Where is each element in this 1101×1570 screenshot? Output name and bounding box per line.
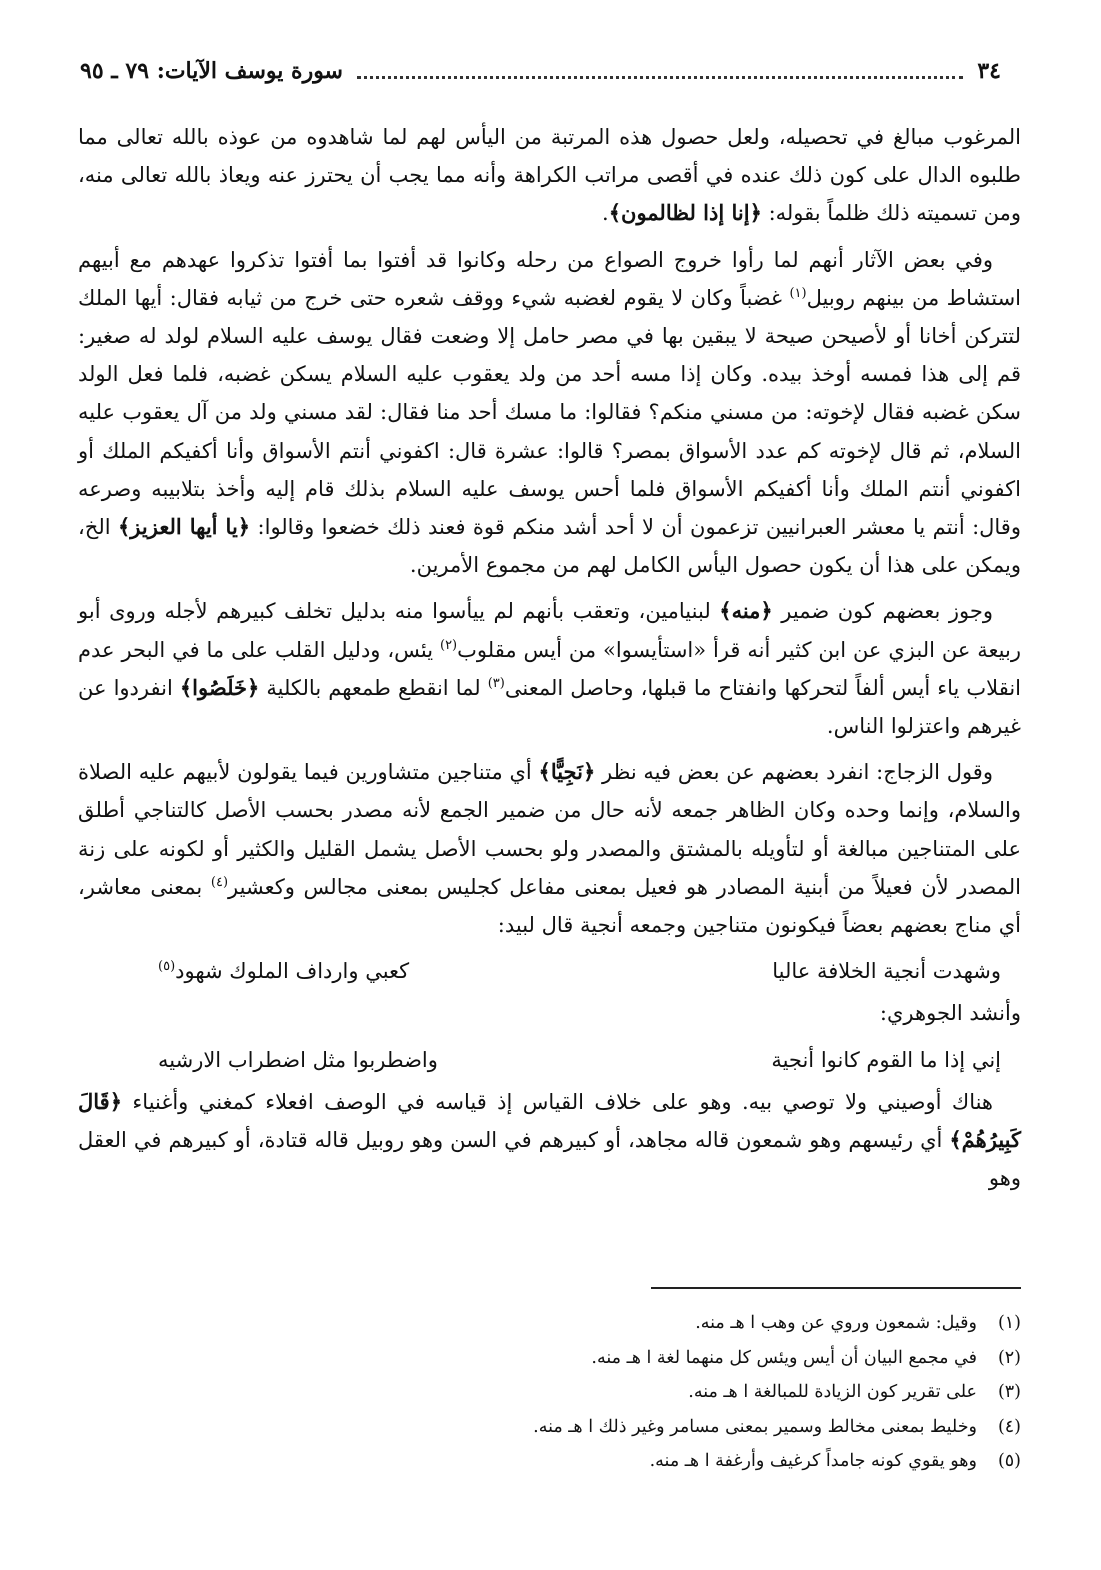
header-dotted-leader	[357, 76, 963, 79]
footnote-2: (٢) في مجمع البيان أن أيس ويئس كل منهما لغة ا هـ منه.	[591, 1347, 1021, 1368]
footnote-1: (١) وقيل: شمعون وروي عن وهب ا هـ منه.	[695, 1313, 1021, 1333]
main-text	[78, 118, 1021, 1205]
quran-quote: ﴿منه﴾	[719, 598, 773, 624]
verse-second-hemistich: كعبي وارداف الملوك شهود$^{(٥)}$	[158, 959, 410, 984]
verse-second-hemistich: واضطربوا مثل اضطراب الارشيه	[158, 1047, 438, 1072]
quran-quote: ﴿قَالَ كَبِيرُهُمْ﴾	[78, 1088, 1021, 1153]
poetry-verse-2	[78, 1041, 1021, 1079]
footnote-3: (٣) على تقرير كون الزيادة للمبالغة ا هـ منه.	[688, 1382, 1021, 1402]
verse-first-hemistich: إني إذا ما القوم كانوا أنجية	[771, 1047, 1001, 1072]
footnotes	[160, 1306, 1021, 1479]
quran-quote: ﴿نَجِيًّا﴾	[538, 759, 596, 785]
section-title: سورة يوسف الآيات: ٧٩ ـ ٩٥	[80, 58, 343, 84]
page-header	[80, 58, 1001, 84]
poetry-verse-1	[78, 952, 1021, 990]
footnote-ref-5[interactable]: (٥)	[158, 959, 176, 975]
quran-quote: ﴿إنا إذا لظالمون﴾	[608, 200, 762, 226]
footnote-4: (٤) وخليط بمعنى مخالط وسمير بمعنى مسامر وغير ذلك ا هـ منه.	[533, 1416, 1021, 1437]
footnote-separator	[651, 1287, 1021, 1289]
paragraph-2: وفي بعض الآثار أنهم لما رأوا خروج الصواع من رحله وكانوا قد أفتوا بما أفتوا تذكروا عهدهم مع أبيهم استشاط من بينهم روبيل$^{(١)}$ غضباً وكان لا يقوم لغضبه شيء ووقف شعره حتى خرج من ثيابه فقال: أيها الملك لتتركن أخانا أو لأصيحن صيحة لا يبقين بها في مصر حامل إلا وضعت فقال يوسف عليه السلام لولد له صغير: قم إلى هذا فمسه أوخذ بيده. وكان إذا مسه أحد من ولد يعقوب عليه السلام يسكن غضبه، فلما فعل الولد سكن غضبه فقال لإخوته: من مسني منكم؟ فقالوا: ما مسك أحد منا فقال: لقد مسني ولد من آل يعقوب عليه السلام، ثم قال لإخوته كم عدد الأسواق بمصر؟ قالوا: عشرة قال: اكفوني أنتم الأسواق وأنا أكفيكم الملك أو اكفوني أنتم الملك وأنا أكفيكم الأسواق فلما أحس يوسف عليه السلام بذلك قام إليه وأخذ بتلابيبه وصرعه وقال: أنتم يا معشر العبرانيين تزعمون أن لا أحد أشد منكم قوة فعند ذلك خضعوا وقالوا: ﴿يا أيها العزيز﴾ الخ، ويمكن على هذا أن يكون حصول اليأس الكامل لهم من مجموع الأمرين.	[78, 247, 1021, 578]
quran-quote: ﴿يا أيها العزيز﴾	[118, 514, 251, 540]
paragraph-4: وقول الزجاج: انفرد بعضهم عن بعض فيه نظر ﴿نَجِيًّا﴾ أي متناجين متشاورين فيما يقولون لأبيهم عليه الصلاة والسلام، وإنما وحده وكان الظاهر جمعه لأنه حال من ضمير الجمع لأنه مصدر بحسب الأصل كالتناجي أطلق على المتناجين مبالغة أو لتأويله بالمشتق والمصدر ولو بحسب الأصل يشمل القليل والكثير أو لكونه على زنة المصدر لأن فعيلاً من أبنية المصادر هو فعيل بمعنى مفاعل كجليس بمعنى مجالس وكعشير$^{(٤)}$ بمعنى معاشر، أي مناج بعضهم بعضاً فيكونون متناجين وجمعه أنجية قال لبيد:	[78, 759, 1022, 938]
paragraph-3: وجوز بعضهم كون ضمير ﴿منه﴾ لبنيامين، وتعقب بأنهم لم ييأسوا منه بدليل تخلف كبيرهم لأجله وروى أبو ربيعة عن البزي عن ابن كثير أنه قرأ «استأيسوا» من أيس مقلوب$^{(٢)}$ يئس، ودليل القلب على ما في البحر عدم انقلاب ياء أيس ألفاً لتحركها وانفتاح ما قبلها، وحاصل المعنى$^{(٣)}$ لما انقطع طمعهم بالكلية ﴿خَلَصُوا﴾ انفردوا عن غيرهم واعتزلوا الناس.	[78, 598, 1021, 739]
paragraph-1: المرغوب مبالغ في تحصيله، ولعل حصول هذه المرتبة من اليأس لهم لما شاهدوه من عوذه بالله تعالى مما طلبوه الدال على كون ذلك عنده في أقصى مراتب الكراهة وأنه مما يجب أن يحترز عنه ويعاذ بالله تعالى منه، ومن تسميته ذلك ظلماً بقوله: ﴿إنا إذا لظالمون﴾.	[78, 125, 1021, 226]
quran-quote: ﴿خَلَصُوا﴾	[179, 674, 260, 700]
footnote-ref-4[interactable]: (٤)	[210, 874, 229, 890]
footnote-5: (٥) وهو يقوي كونه جامداً كرغيف وأرغفة ا هـ منه.	[649, 1451, 1021, 1471]
paragraph-6: هناك أوصيني ولا توصي بيه. وهو على خلاف القياس إذ قياسه في الوصف افعلاء كمغني وأغنياء ﴿قَالَ كَبِيرُهُمْ﴾ أي رئيسهم وهو شمعون قاله مجاهد، أو كبيرهم في السن وهو روبيل قاله قتادة، أو كبيرهم في العقل وهو	[78, 1088, 1021, 1191]
verse-first-hemistich: وشهدت أنجية الخلافة عاليا	[772, 959, 1001, 984]
footnote-ref-2[interactable]: (٢)	[439, 637, 458, 653]
footnote-ref-3[interactable]: (٣)	[487, 675, 505, 691]
footnote-ref-1[interactable]: (١)	[789, 285, 807, 301]
paragraph-5: وأنشد الجوهري:	[879, 1001, 1021, 1026]
page-number: ٣٤	[977, 58, 1001, 84]
